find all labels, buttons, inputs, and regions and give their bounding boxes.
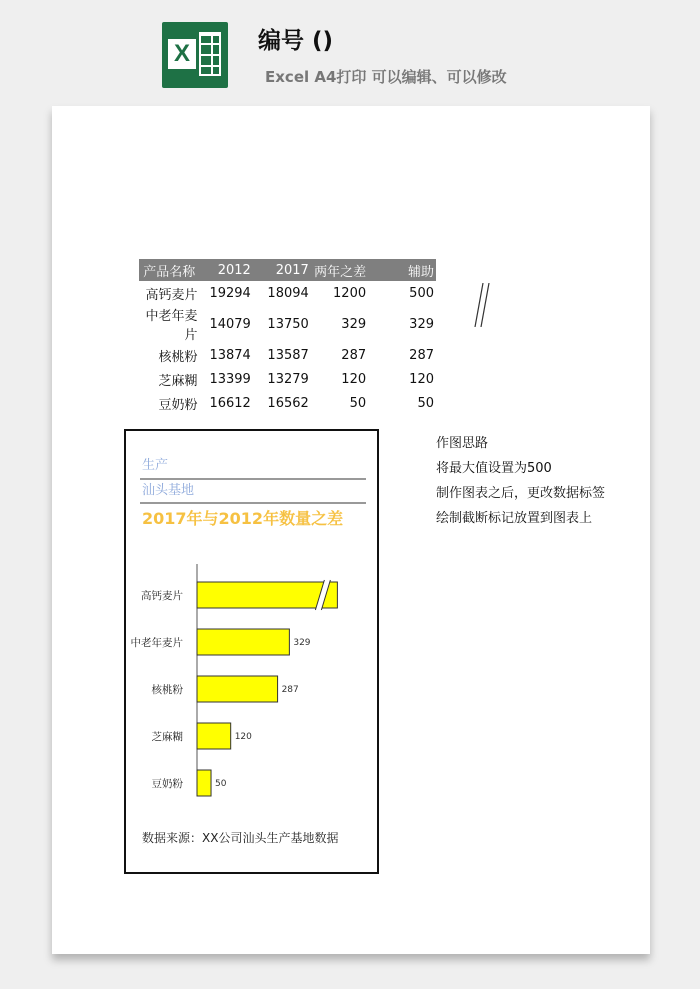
table-cell: 芝麻糊	[158, 373, 198, 389]
table-row	[139, 305, 436, 343]
table-cell: 19294	[209, 285, 251, 301]
bar	[197, 676, 278, 702]
data-table	[139, 259, 436, 415]
data-label: 50	[215, 779, 227, 789]
table-header: 2017	[253, 259, 311, 281]
table-header: 2012	[199, 259, 252, 281]
category-label: 核桃粉	[151, 684, 183, 696]
note-line: 绘制截断标记放置到图表上	[436, 511, 593, 526]
table-header: 两年之差	[311, 259, 368, 281]
table-row	[139, 391, 436, 415]
table-cell: 1200	[333, 285, 367, 301]
category-label: 芝麻糊	[151, 731, 183, 743]
chart-title: 2017年与2012年数量之差	[142, 509, 344, 528]
table-cell: 豆奶粉	[158, 397, 198, 413]
document-subtitle: Excel A4打印 可以编辑、可以修改	[265, 68, 507, 86]
table-cell: 18094	[267, 285, 309, 301]
category-label: 高钙麦片	[141, 590, 183, 602]
table-cell: 14079	[209, 316, 251, 332]
table-cell: 13750	[267, 316, 309, 332]
table-cell: 核桃粉	[158, 349, 198, 365]
category-label: 中老年麦片	[130, 637, 183, 649]
table-cell: 13874	[209, 347, 251, 363]
notes	[436, 431, 605, 531]
note-line: 将最大值设置为500	[436, 461, 552, 476]
data-label: 120	[234, 732, 252, 742]
table-cell: 329	[341, 316, 367, 332]
table-cell: 120	[341, 371, 367, 387]
table-header-row	[139, 259, 436, 281]
spreadsheet-grid-icon	[199, 32, 221, 76]
category-label: 豆奶粉	[151, 778, 183, 790]
table-cell: 50	[417, 395, 434, 411]
chart-source: 数据来源：XX公司汕头生产基地数据	[142, 831, 339, 845]
table-cell: 120	[409, 371, 434, 387]
bar	[197, 770, 211, 796]
chart-header-line1: 生产	[142, 458, 169, 473]
bar	[197, 723, 231, 749]
note-line: 作图思路	[436, 436, 489, 451]
table-header: 产品名称	[139, 259, 199, 281]
data-label: 287	[281, 685, 299, 695]
bar	[197, 629, 289, 655]
table-cell: 高钙麦片	[145, 287, 198, 303]
table-cell: 287	[341, 347, 367, 363]
chart-header-line2: 汕头基地	[142, 483, 195, 498]
table-cell: 16612	[209, 395, 251, 411]
break-mark-icon	[474, 283, 490, 327]
table-cell: 中老年麦片	[145, 309, 198, 343]
table-header: 辅助	[368, 259, 436, 281]
note-line: 制作图表之后，更改数据标签	[436, 486, 606, 501]
table-row	[139, 367, 436, 391]
table-cell: 50	[349, 395, 367, 411]
table-cell: 16562	[267, 395, 309, 411]
data-label: 329	[293, 638, 311, 648]
document-title: 编号 ()	[258, 28, 334, 54]
table-cell: 329	[409, 316, 434, 332]
bar	[197, 582, 337, 608]
table-cell: 13399	[209, 371, 251, 387]
header	[0, 0, 700, 100]
table-cell: 13279	[267, 371, 309, 387]
table-cell: 13587	[267, 347, 309, 363]
excel-x-letter: X	[168, 39, 196, 69]
bar-chart	[126, 431, 377, 872]
table-cell: 500	[409, 285, 434, 301]
chart-frame	[124, 429, 379, 874]
table-row	[139, 343, 436, 367]
table-cell: 287	[409, 347, 434, 363]
excel-logo-icon	[162, 22, 228, 88]
table-row	[139, 281, 436, 305]
